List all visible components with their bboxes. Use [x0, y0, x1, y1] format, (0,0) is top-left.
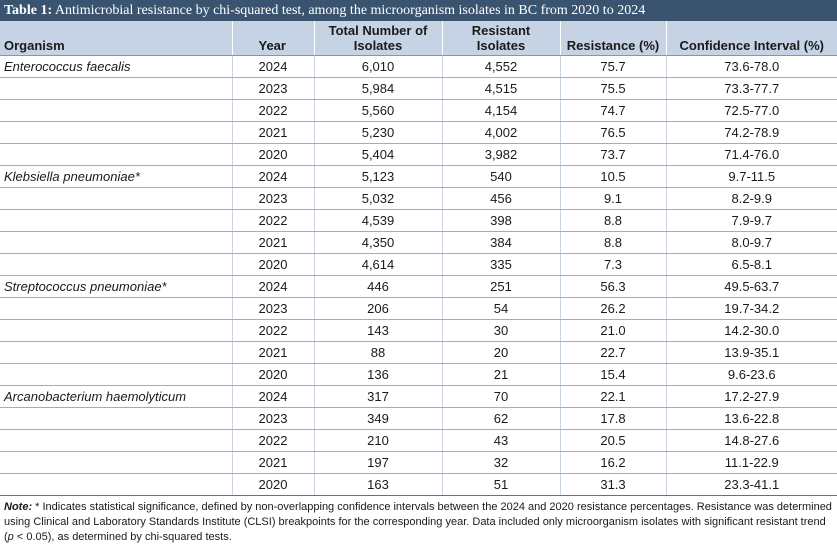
cell-total-isolates: 143 — [314, 320, 442, 342]
caption-text: Antimicrobial resistance by chi-squared test, among the microorganism isolates in BC from 2020 to 2024 — [54, 3, 646, 18]
cell-organism — [0, 452, 232, 474]
cell-resistant-isolates: 251 — [442, 276, 560, 298]
table-row — [0, 430, 837, 452]
header-total-isolates: Total Number of Isolates — [314, 21, 442, 56]
cell-organism — [0, 210, 232, 232]
cell-year: 2022 — [232, 430, 314, 452]
cell-resistant-isolates: 335 — [442, 254, 560, 276]
cell-resistance: 22.1 — [560, 386, 666, 408]
cell-year: 2022 — [232, 100, 314, 122]
cell-resistance: 17.8 — [560, 408, 666, 430]
cell-organism — [0, 474, 232, 496]
cell-confidence-interval: 73.6-78.0 — [666, 56, 837, 78]
cell-total-isolates: 4,539 — [314, 210, 442, 232]
cell-resistance: 75.7 — [560, 56, 666, 78]
table-note — [0, 496, 837, 545]
cell-resistant-isolates: 21 — [442, 364, 560, 386]
cell-year: 2021 — [232, 232, 314, 254]
cell-year: 2023 — [232, 78, 314, 100]
cell-confidence-interval: 17.2-27.9 — [666, 386, 837, 408]
cell-resistant-isolates: 30 — [442, 320, 560, 342]
table-row — [0, 210, 837, 232]
cell-resistant-isolates: 43 — [442, 430, 560, 452]
cell-year: 2023 — [232, 298, 314, 320]
table-row — [0, 100, 837, 122]
cell-resistance: 8.8 — [560, 210, 666, 232]
table-row — [0, 78, 837, 100]
cell-total-isolates: 88 — [314, 342, 442, 364]
cell-year: 2023 — [232, 188, 314, 210]
table-row — [0, 144, 837, 166]
table-row — [0, 254, 837, 276]
cell-resistance: 8.8 — [560, 232, 666, 254]
cell-resistance: 26.2 — [560, 298, 666, 320]
cell-resistance: 56.3 — [560, 276, 666, 298]
cell-resistant-isolates: 540 — [442, 166, 560, 188]
cell-year: 2020 — [232, 474, 314, 496]
cell-resistance: 22.7 — [560, 342, 666, 364]
cell-resistant-isolates: 3,982 — [442, 144, 560, 166]
cell-total-isolates: 5,032 — [314, 188, 442, 210]
table-row — [0, 276, 837, 298]
cell-year: 2023 — [232, 408, 314, 430]
cell-confidence-interval: 14.2-30.0 — [666, 320, 837, 342]
cell-resistant-isolates: 32 — [442, 452, 560, 474]
cell-total-isolates: 136 — [314, 364, 442, 386]
cell-confidence-interval: 11.1-22.9 — [666, 452, 837, 474]
cell-organism: Klebsiella pneumoniae* — [0, 166, 232, 188]
caption-label: Table 1: — [4, 3, 53, 18]
cell-confidence-interval: 9.7-11.5 — [666, 166, 837, 188]
note-lead: Note: — [4, 501, 33, 513]
cell-resistance: 31.3 — [560, 474, 666, 496]
cell-total-isolates: 4,350 — [314, 232, 442, 254]
cell-organism — [0, 342, 232, 364]
cell-confidence-interval: 19.7-34.2 — [666, 298, 837, 320]
header-year: Year — [232, 21, 314, 56]
cell-resistant-isolates: 456 — [442, 188, 560, 210]
cell-organism — [0, 408, 232, 430]
cell-organism: Arcanobacterium haemolyticum — [0, 386, 232, 408]
cell-organism — [0, 364, 232, 386]
cell-resistant-isolates: 4,154 — [442, 100, 560, 122]
cell-confidence-interval: 13.6-22.8 — [666, 408, 837, 430]
cell-total-isolates: 5,560 — [314, 100, 442, 122]
cell-total-isolates: 6,010 — [314, 56, 442, 78]
cell-year: 2020 — [232, 364, 314, 386]
cell-total-isolates: 5,123 — [314, 166, 442, 188]
table-row — [0, 452, 837, 474]
cell-organism — [0, 100, 232, 122]
cell-organism — [0, 122, 232, 144]
table-row — [0, 188, 837, 210]
cell-year: 2024 — [232, 56, 314, 78]
cell-confidence-interval: 6.5-8.1 — [666, 254, 837, 276]
header-organism: Organism — [0, 21, 232, 56]
cell-resistant-isolates: 62 — [442, 408, 560, 430]
table-row — [0, 364, 837, 386]
cell-year: 2021 — [232, 342, 314, 364]
cell-confidence-interval: 13.9-35.1 — [666, 342, 837, 364]
cell-resistant-isolates: 4,002 — [442, 122, 560, 144]
cell-organism — [0, 188, 232, 210]
cell-organism — [0, 78, 232, 100]
cell-year: 2021 — [232, 122, 314, 144]
cell-resistant-isolates: 4,552 — [442, 56, 560, 78]
cell-resistant-isolates: 384 — [442, 232, 560, 254]
cell-resistance: 16.2 — [560, 452, 666, 474]
note-text: * Indicates statistical significance, defined by non-overlapping confidence intervals between the 2024 and 2020 resistance percentages. Resistance was determined using Clinical and Laboratory Standards Institute (CLSI) breakpoints for the corresponding year. Data included only microorganism isolates with significant resistant trend ( — [4, 501, 832, 543]
table-caption — [0, 0, 837, 21]
cell-organism — [0, 254, 232, 276]
cell-year: 2024 — [232, 276, 314, 298]
cell-organism — [0, 320, 232, 342]
cell-confidence-interval: 72.5-77.0 — [666, 100, 837, 122]
cell-confidence-interval: 8.0-9.7 — [666, 232, 837, 254]
cell-year: 2022 — [232, 210, 314, 232]
cell-year: 2024 — [232, 166, 314, 188]
header-resistant-isolates: Resistant Isolates — [442, 21, 560, 56]
table-row — [0, 56, 837, 78]
cell-resistant-isolates: 51 — [442, 474, 560, 496]
cell-total-isolates: 349 — [314, 408, 442, 430]
cell-confidence-interval: 14.8-27.6 — [666, 430, 837, 452]
cell-resistant-isolates: 4,515 — [442, 78, 560, 100]
table-row — [0, 474, 837, 496]
cell-year: 2020 — [232, 144, 314, 166]
cell-total-isolates: 197 — [314, 452, 442, 474]
note-p: p — [7, 531, 14, 543]
cell-resistance: 9.1 — [560, 188, 666, 210]
cell-resistant-isolates: 20 — [442, 342, 560, 364]
cell-total-isolates: 5,230 — [314, 122, 442, 144]
cell-resistance: 21.0 — [560, 320, 666, 342]
cell-total-isolates: 206 — [314, 298, 442, 320]
cell-confidence-interval: 23.3-41.1 — [666, 474, 837, 496]
header-resistance: Resistance (%) — [560, 21, 666, 56]
cell-year: 2024 — [232, 386, 314, 408]
cell-resistance: 76.5 — [560, 122, 666, 144]
header-row — [0, 21, 837, 56]
cell-resistant-isolates: 70 — [442, 386, 560, 408]
cell-organism — [0, 430, 232, 452]
cell-total-isolates: 163 — [314, 474, 442, 496]
cell-resistance: 73.7 — [560, 144, 666, 166]
cell-resistant-isolates: 398 — [442, 210, 560, 232]
cell-confidence-interval: 74.2-78.9 — [666, 122, 837, 144]
cell-total-isolates: 5,984 — [314, 78, 442, 100]
cell-confidence-interval: 8.2-9.9 — [666, 188, 837, 210]
header-confidence-interval: Confidence Interval (%) — [666, 21, 837, 56]
cell-organism: Streptococcus pneumoniae* — [0, 276, 232, 298]
cell-resistance: 74.7 — [560, 100, 666, 122]
cell-confidence-interval: 71.4-76.0 — [666, 144, 837, 166]
cell-total-isolates: 446 — [314, 276, 442, 298]
cell-total-isolates: 317 — [314, 386, 442, 408]
cell-resistant-isolates: 54 — [442, 298, 560, 320]
cell-resistance: 20.5 — [560, 430, 666, 452]
cell-resistance: 7.3 — [560, 254, 666, 276]
table-row — [0, 408, 837, 430]
cell-year: 2021 — [232, 452, 314, 474]
cell-confidence-interval: 7.9-9.7 — [666, 210, 837, 232]
cell-resistance: 75.5 — [560, 78, 666, 100]
cell-confidence-interval: 49.5-63.7 — [666, 276, 837, 298]
cell-confidence-interval: 73.3-77.7 — [666, 78, 837, 100]
cell-total-isolates: 4,614 — [314, 254, 442, 276]
table-row — [0, 298, 837, 320]
table-row — [0, 386, 837, 408]
table-row — [0, 166, 837, 188]
cell-confidence-interval: 9.6-23.6 — [666, 364, 837, 386]
table-row — [0, 342, 837, 364]
cell-organism — [0, 298, 232, 320]
table-row — [0, 122, 837, 144]
resistance-table — [0, 21, 837, 496]
cell-year: 2020 — [232, 254, 314, 276]
note-text-end: < 0.05), as determined by chi-squared tests. — [13, 531, 232, 543]
cell-year: 2022 — [232, 320, 314, 342]
cell-total-isolates: 5,404 — [314, 144, 442, 166]
table-row — [0, 232, 837, 254]
cell-total-isolates: 210 — [314, 430, 442, 452]
cell-organism — [0, 232, 232, 254]
cell-organism — [0, 144, 232, 166]
cell-organism: Enterococcus faecalis — [0, 56, 232, 78]
table-row — [0, 320, 837, 342]
cell-resistance: 15.4 — [560, 364, 666, 386]
cell-resistance: 10.5 — [560, 166, 666, 188]
table-body — [0, 56, 837, 496]
